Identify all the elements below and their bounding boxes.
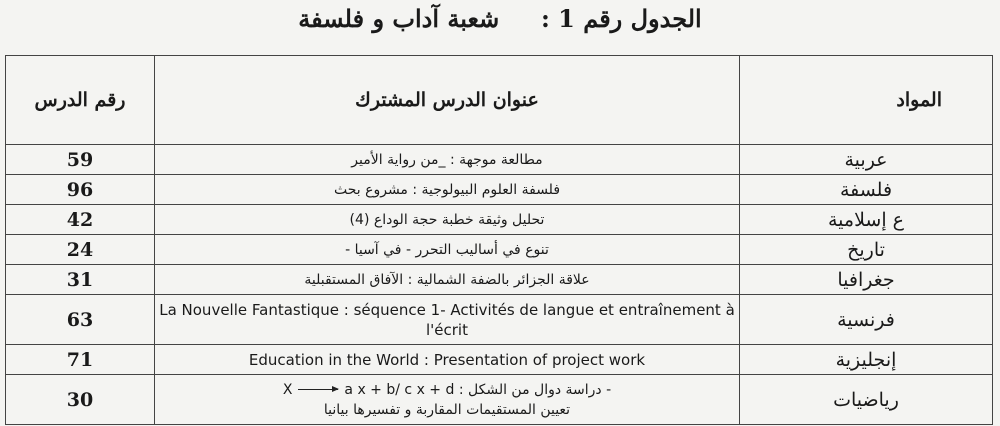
math-expression: a x + b/ c x + d <box>344 381 455 398</box>
row-number: 24 <box>6 235 155 265</box>
row-number: 63 <box>6 295 155 345</box>
row-number: 59 <box>6 145 155 175</box>
header-subject: المواد <box>740 56 993 145</box>
row-number: 31 <box>6 265 155 295</box>
table-row <box>6 295 993 345</box>
row-number: 42 <box>6 205 155 235</box>
title-label: الجدول رقم 1 : <box>540 4 702 33</box>
table-row <box>6 175 993 205</box>
row-lesson-math <box>155 375 740 425</box>
row-lesson: علاقة الجزائر بالضفة الشمالية : الآفاق المستقبلية <box>155 265 740 295</box>
row-lesson: فلسفة العلوم البيولوجية : مشروع بحث <box>155 175 740 205</box>
math-lesson-line-2: تعيين المستقيمات المقاربة و تفسيرها بيانيا <box>323 401 571 418</box>
table-row <box>6 205 993 235</box>
row-subject: جغرافيا <box>740 265 993 295</box>
row-subject: فلسفة <box>740 175 993 205</box>
row-lesson: Education in the World : Presentation of project work <box>155 345 740 375</box>
arrow-icon <box>298 389 338 390</box>
lessons-table <box>5 55 993 425</box>
math-function-form <box>283 380 455 400</box>
row-number: 71 <box>6 345 155 375</box>
row-subject: إنجليزية <box>740 345 993 375</box>
table-row <box>6 235 993 265</box>
table-row <box>6 145 993 175</box>
table-row <box>6 345 993 375</box>
table-header-row <box>6 56 993 145</box>
row-lesson: La Nouvelle Fantastique : séquence 1- Activités de langue et entraînement à l'écrit <box>155 295 740 345</box>
table-row <box>6 375 993 425</box>
page-title <box>0 4 1000 33</box>
header-lesson-number: رقم الدرس <box>6 56 155 145</box>
row-lesson: مطالعة موجهة : _من رواية الأمير <box>155 145 740 175</box>
row-number: 30 <box>6 375 155 425</box>
row-lesson: تنوع في أساليب التحرر - في آسيا - <box>155 235 740 265</box>
math-lesson-prefix: - دراسة دوال من الشكل : <box>458 381 612 398</box>
row-number: 96 <box>6 175 155 205</box>
header-lesson-title: عنوان الدرس المشترك <box>155 56 740 145</box>
row-subject: عربية <box>740 145 993 175</box>
row-lesson: تحليل وثيقة خطبة حجة الوداع (4) <box>155 205 740 235</box>
row-subject: تاريخ <box>740 235 993 265</box>
math-variable: X <box>282 381 293 398</box>
row-subject: ع إسلامية <box>740 205 993 235</box>
title-branch: شعبة آداب و فلسفة <box>298 4 500 33</box>
row-subject: فرنسية <box>740 295 993 345</box>
table-row <box>6 265 993 295</box>
row-subject: رياضيات <box>740 375 993 425</box>
math-lesson-line-1 <box>155 380 739 400</box>
